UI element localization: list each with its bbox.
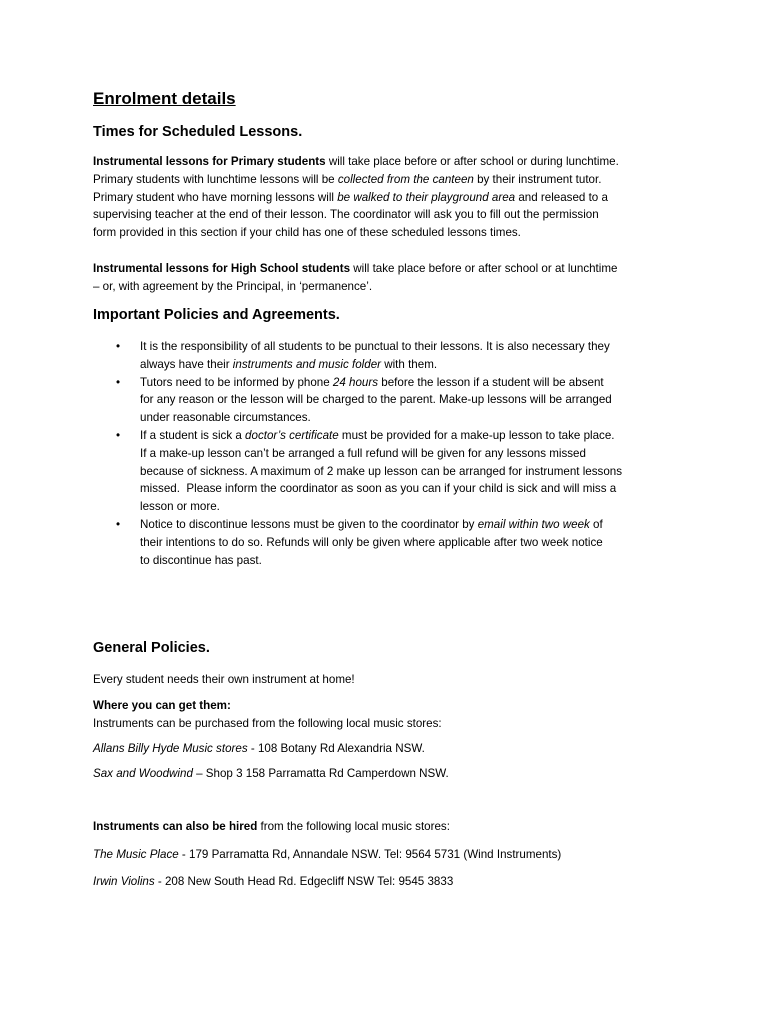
hire-music-place: The Music Place - 179 Parramatta Rd, Annandale NSW. Tel: 9564 5731 (Wind Instruments) bbox=[93, 848, 562, 861]
primary-line-4: supervising teacher at the end of their lesson. The coordinator will ask you to fill out the permission bbox=[93, 208, 599, 222]
policy-punctuality: • It is the responsibility of all students to be punctual to their lessons. It is also necessary they always have their instruments and music folder with them. bbox=[116, 340, 610, 371]
policy-absence-notice: • Tutors need to be informed by phone 24 hours before the lesson if a student will be absent for any reason or the lesson will be charged to the parent. Make-up lessons will be arranged under reasonable circumstances. bbox=[116, 375, 612, 425]
highschool-paragraph bbox=[93, 260, 617, 296]
primary-paragraph bbox=[93, 153, 619, 242]
bullet-1: • bbox=[116, 340, 121, 353]
primary-line-2: Primary students with lunchtime lessons will be collected from the canteen by their instrument tutor. bbox=[93, 172, 602, 186]
primary-line-1: Instrumental lessons for Primary students will take place before or after school or during lunchtime. bbox=[93, 155, 619, 168]
highschool-line-1: Instrumental lessons for High School students will take place before or after school or at lunchtime bbox=[93, 262, 618, 275]
bullet-3: • bbox=[116, 428, 121, 442]
purchase-intro: Instruments can be purchased from the following local music stores: bbox=[93, 716, 442, 730]
policy-discontinue: • Notice to discontinue lessons must be given to the coordinator by email within two week of their intentions to do so. Refunds will only be given where applicable after two week notice to discontinue has past. bbox=[116, 517, 603, 567]
times-heading: Times for Scheduled Lessons. bbox=[93, 124, 303, 140]
policy-sickness: • If a student is sick a doctor’s certificate must be provided for a make-up lesson to take place. If a make-up lesson can’t be arranged a full refund will be given for any lessons missed because of sickness. A maximum of 2 make up lesson can be arranged for instrument lessons missed. Please inform the coordinator as soon as you can if your child is sick and will miss a lesson or more. bbox=[116, 428, 623, 514]
primary-line-5: form provided in this section if your child has one of these scheduled lessons times. bbox=[93, 226, 521, 240]
store-sax-woodwind: Sax and Woodwind – Shop 3 158 Parramatta Rd Camperdown NSW. bbox=[93, 767, 449, 780]
policies-list bbox=[116, 338, 696, 569]
store-allans: Allans Billy Hyde Music stores - 108 Botany Rd Alexandria NSW. bbox=[93, 742, 425, 755]
own-instrument-text: Every student needs their own instrument at home! bbox=[93, 673, 355, 686]
primary-line-3: Primary student who have morning lessons will be walked to their playground area and released to a bbox=[93, 190, 608, 204]
primary-lead: Instrumental lessons for Primary students bbox=[93, 155, 326, 168]
bullet-4: • bbox=[116, 517, 121, 531]
page-title: Enrolment details bbox=[93, 89, 236, 108]
hire-irwin-violins: Irwin Violins - 208 New South Head Rd. Edgecliff NSW Tel: 9545 3833 bbox=[93, 875, 454, 888]
highschool-line-2: – or, with agreement by the Principal, in ‘permanence’. bbox=[93, 279, 373, 293]
where-block bbox=[93, 697, 442, 733]
highschool-lead: Instrumental lessons for High School students bbox=[93, 262, 351, 275]
hire-intro: Instruments can also be hired from the following local music stores: bbox=[93, 820, 450, 833]
general-heading: General Policies. bbox=[93, 640, 210, 656]
where-heading: Where you can get them: bbox=[93, 699, 231, 712]
bullet-2: • bbox=[116, 375, 121, 389]
policies-heading: Important Policies and Agreements. bbox=[93, 307, 340, 323]
